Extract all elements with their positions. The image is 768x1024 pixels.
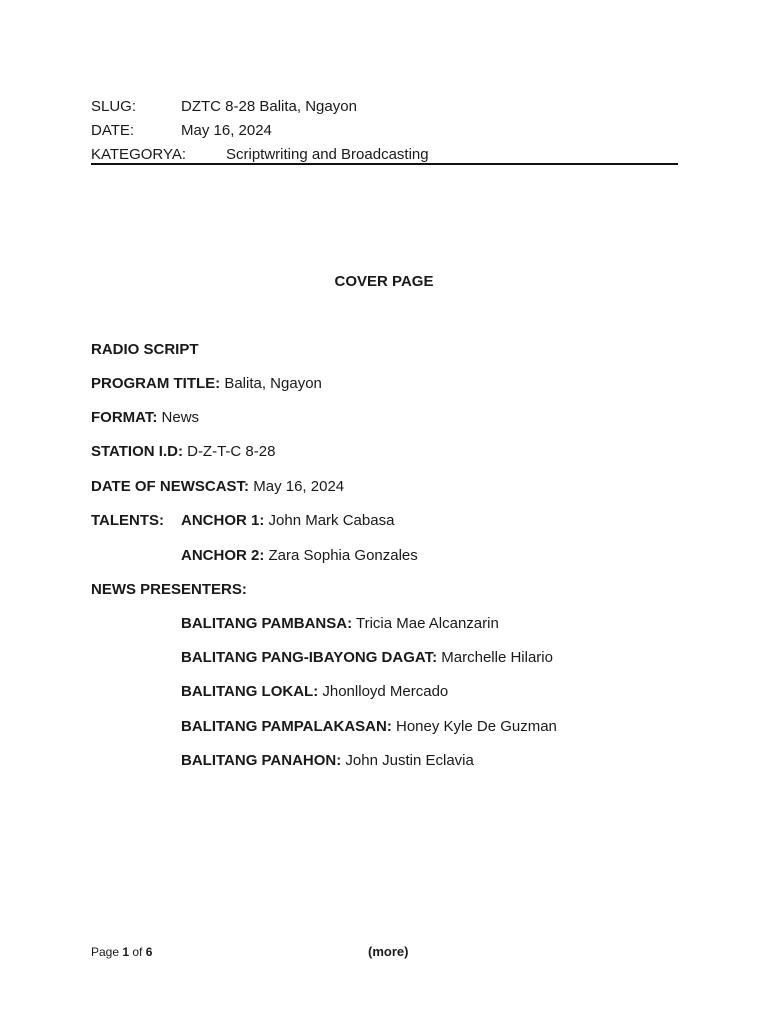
kategorya-label: KATEGORYA: — [91, 146, 187, 163]
anchor-1-label: ANCHOR 1: — [181, 512, 265, 529]
anchor-1-field — [181, 511, 394, 531]
slug-value: DZTC 8-28 Balita, Ngayon — [181, 98, 357, 115]
talents-label: TALENTS: — [91, 512, 165, 529]
page-total: 6 — [145, 945, 153, 959]
station-id-field — [91, 442, 275, 462]
presenter-name: Honey Kyle De Guzman — [391, 718, 557, 735]
header-divider — [91, 163, 678, 165]
radio-script-label: RADIO SCRIPT — [91, 341, 199, 358]
talents-label-field — [91, 511, 164, 531]
page-number — [91, 944, 152, 960]
cover-page-title: COVER PAGE — [334, 273, 434, 290]
format-value: News — [157, 409, 200, 426]
page-of: of — [129, 945, 146, 959]
news-presenters-label: NEWS PRESENTERS: — [91, 581, 247, 598]
presenter-label: BALITANG PANAHON: — [181, 752, 342, 769]
anchor-2-value: Zara Sophia Gonzales — [264, 547, 418, 564]
presenter-label: BALITANG PAMPALAKASAN: — [181, 718, 392, 735]
date-of-newscast-value: May 16, 2024 — [249, 478, 345, 495]
document-header — [91, 95, 678, 167]
more-indicator: (more) — [368, 944, 409, 959]
presenter-name: Jhonlloyd Mercado — [318, 683, 449, 700]
presenter-name: John Justin Eclavia — [341, 752, 474, 769]
anchor-2-field — [181, 546, 418, 566]
program-title-field — [91, 374, 322, 394]
presenter-name: Marchelle Hilario — [437, 649, 553, 666]
anchor-2-label: ANCHOR 2: — [181, 547, 265, 564]
format-field — [91, 408, 199, 428]
station-id-value: D-Z-T-C 8-28 — [182, 443, 276, 460]
presenter-lokal — [181, 682, 448, 702]
presenter-name: Tricia Mae Alcanzarin — [352, 615, 499, 632]
slug-label: SLUG: — [91, 98, 137, 115]
slug-row — [91, 95, 678, 119]
presenter-pang-ibayong-dagat — [181, 648, 553, 668]
date-of-newscast-label: DATE OF NEWSCAST: — [91, 478, 250, 495]
date-value: May 16, 2024 — [181, 122, 272, 139]
presenter-panahon — [181, 751, 474, 771]
page-current: 1 — [122, 945, 130, 959]
anchor-1-value: John Mark Cabasa — [264, 512, 395, 529]
news-presenters-field — [91, 580, 247, 600]
station-id-label: STATION I.D: — [91, 443, 183, 460]
presenter-label: BALITANG PAMBANSA: — [181, 615, 353, 632]
presenter-label: BALITANG LOKAL: — [181, 683, 319, 700]
radio-script-heading — [91, 340, 199, 360]
presenter-pambansa — [181, 614, 499, 634]
kategorya-value: Scriptwriting and Broadcasting — [226, 146, 429, 163]
presenter-label: BALITANG PANG-IBAYONG DAGAT: — [181, 649, 438, 666]
program-title-label: PROGRAM TITLE: — [91, 375, 221, 392]
format-label: FORMAT: — [91, 409, 158, 426]
date-row — [91, 119, 678, 143]
page-word: Page — [91, 945, 123, 959]
program-title-value: Balita, Ngayon — [220, 375, 322, 392]
date-of-newscast-field — [91, 477, 344, 497]
presenter-pampalakasan — [181, 717, 557, 737]
date-label: DATE: — [91, 122, 135, 139]
